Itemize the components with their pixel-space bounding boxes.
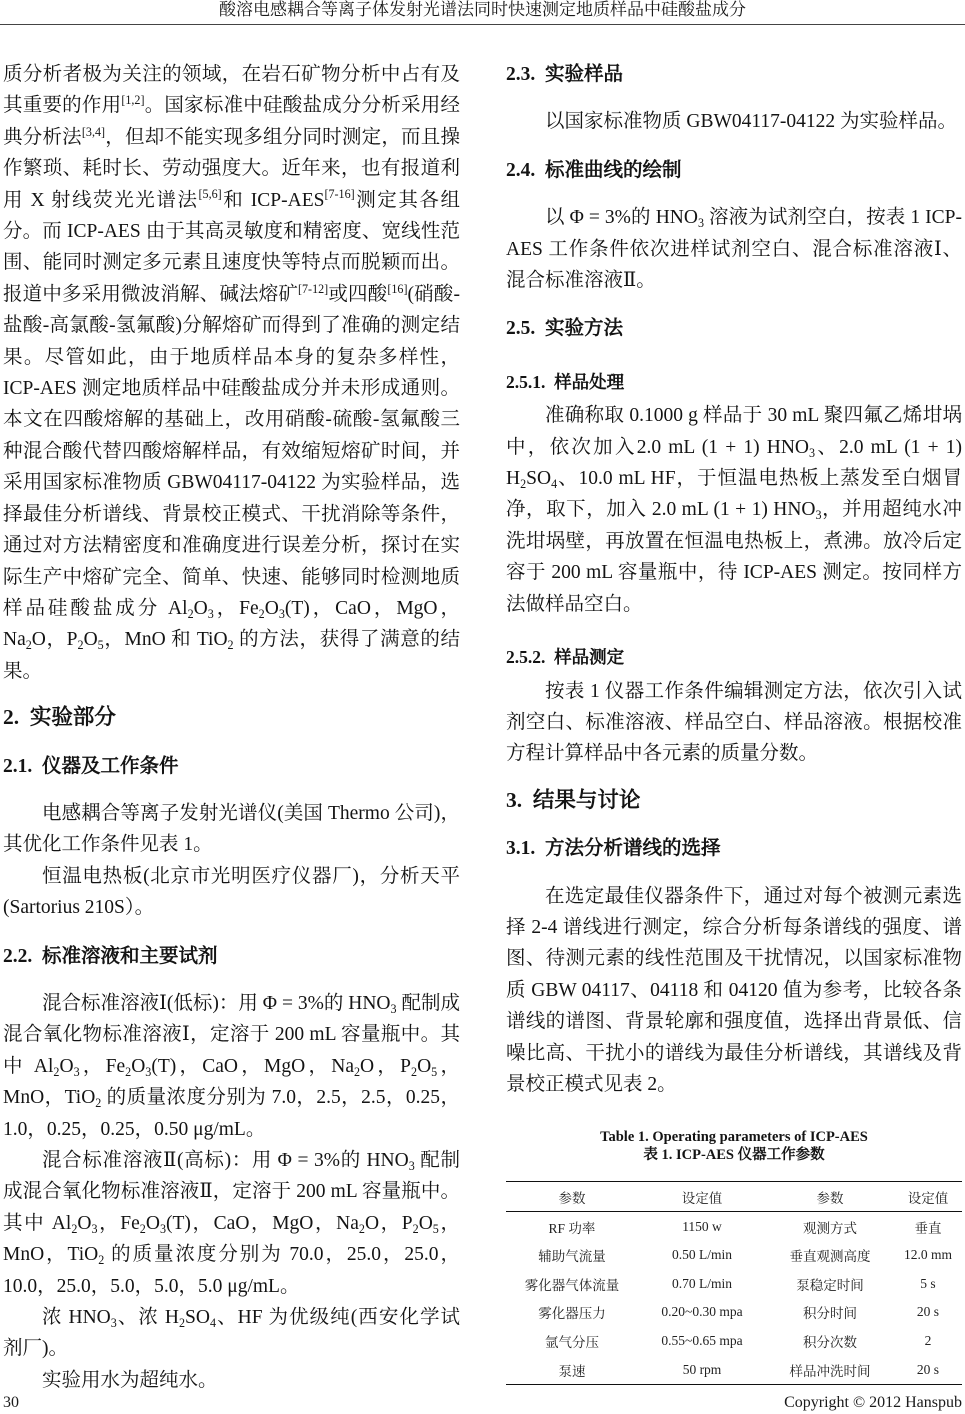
right-column [506,59,962,1385]
text-run: 电感耦合等离子发射光谱仪(美国 Thermo 公司)，其优化工作条件见表 1。 [3,802,460,856]
subscript: 3 [73,1064,80,1079]
subsection-heading [506,833,962,864]
subscript: 3 [815,508,822,523]
text-run: 混合标准溶液Ⅰ(低标)：用 Φ = 3%的 HNO [42,992,391,1014]
text-run: 实验用水为超纯水。 [42,1369,218,1391]
text-run: 浓 HNO [42,1307,111,1329]
table-cell: 雾化器压力 [538,1306,606,1322]
table-cell: 0.20~0.30 mpa [661,1304,743,1320]
subscript: 4 [209,1315,217,1330]
text-run: 、浓 H [116,1307,179,1329]
copyright-notice: Copyright © 2012 Hanspub [784,1394,962,1411]
subscript: 2 [125,1064,132,1079]
table-cell: 积分次数 [803,1335,857,1351]
subscript: 3 [207,606,214,621]
text-run: ，但却不能实现多组分同时测定，而且操作繁琐、耗时长、劳动强度大。近年来，也有报道利用 X 射线荧光光谱法 [3,126,460,211]
heading-number: 2. [3,705,20,730]
heading-title: 样品测定 [554,647,625,668]
subscript: 3 [408,1158,415,1173]
heading-number: 2.4. [506,159,536,181]
subsection-heading [506,155,962,186]
text-run: 质分析者极为关注的领域，在岩石矿物分析中占有及其重要的作用 [3,64,460,117]
table-cell: 辅助气流量 [538,1249,606,1265]
running-header: 酸溶电感耦合等离子体发射光谱法同时快速测定地质样品中硅酸盐成分 [219,0,746,19]
text-run: O，P [364,1212,413,1234]
table-cell: 2 [924,1333,932,1349]
heading-number: 3.1. [506,838,536,860]
text-run: ，Fe [213,597,259,619]
heading-title: 样品处理 [554,371,625,392]
text-run: (T)，CaO，MgO，Na [151,1055,354,1077]
text-run: SO [526,468,552,490]
table-cell: 12.0 mm [903,1247,952,1263]
table-cell: RF 功率 [548,1220,596,1236]
table-header-row [506,1182,962,1212]
subscript: 2 [98,1253,105,1268]
heading-title: 结果与讨论 [532,787,641,812]
table-cell: 积分时间 [803,1306,857,1322]
table-cell: 0.55~0.65 mpa [661,1333,743,1349]
table-header-cell: 参数 [506,1182,638,1212]
subscript: 2 [178,1315,186,1330]
paragraph [3,798,460,861]
paragraph [3,861,460,924]
subscript: 2 [411,1064,418,1079]
table-caption-zh: 表 1. ICP-AES 仪器工作参数 [643,1147,825,1164]
table-cell: 泵速 [506,1355,638,1384]
paragraph [506,400,962,620]
subsection-heading [3,941,460,972]
heading-title: 方法分析谱线的选择 [545,838,721,860]
text-run: O [264,597,279,619]
table-row [506,1241,962,1270]
subscript: 2 [227,638,234,653]
subscript: 3 [697,216,704,231]
text-run: O [418,1212,433,1234]
subscript: 2 [71,1221,78,1236]
table-row [506,1355,962,1384]
paragraph [506,881,962,1101]
subscript: 2 [25,638,32,653]
paragraph [3,1365,460,1396]
text-run: 准确称取 0.1000 g 样品于 30 mL 聚四氟乙烯坩埚中，依次加入2.0 mL (1 + 1) HNO [506,405,962,458]
text-run: 。国家标准中硅酸盐成分分析采用经典分析法 [3,95,460,148]
table-cell: 50 rpm [638,1355,766,1384]
text-run: O [131,1055,146,1077]
heading-number: 2.1. [3,755,33,777]
table-header-cell: 参数 [766,1182,894,1212]
header-rule [0,24,965,25]
text-run: 或四酸 [328,283,388,305]
text-run: 测定其各组分。而 ICP-AES 由于其高灵敏度和精密度、宽线性范围、能同时测定多元素且速度快等特点而脱颖而出。报道中多采用微波消解、碱法熔矿 [3,189,460,305]
text-run: 和 ICP-AES [221,189,325,211]
page-number: 30 [3,1394,19,1411]
table-cell: 0.50 L/min [672,1247,732,1263]
subscript: 5 [432,1221,439,1236]
text-run: O [145,1212,160,1234]
text-run: 混合标准溶液Ⅱ(高标)：用 Φ = 3%的 HNO [42,1150,409,1171]
text-run: 、2.0 mL (1 + 1) H [506,436,963,490]
subscript: 2 [77,638,84,653]
citation-superscript: [7-12] [298,281,329,296]
text-run: O，P [31,629,78,651]
text-run: ，MnO，TiO [3,1212,460,1266]
subscript: 2 [187,606,194,621]
table-cell: 垂直观测高度 [789,1249,871,1265]
table-caption-en: Table 1. Operating parameters of ICP-AES [600,1129,868,1146]
text-run: 的方法，获得了满意的结果。 [3,629,460,682]
citation-superscript: [5,6] [198,187,222,202]
subscript: 3 [159,1221,166,1236]
text-run: O [417,1055,432,1077]
text-run: O [59,1055,74,1077]
subscript: 2 [358,1221,365,1236]
table-cell: 20 s [916,1304,940,1320]
heading-title: 实验方法 [545,318,624,340]
subscript: 3 [145,1064,152,1079]
text-run: ，Fe [79,1055,126,1077]
heading-title: 实验样品 [545,64,624,85]
subscript: 3 [809,445,816,460]
text-run: (硝酸-盐酸-高氯酸-氢氟酸)分解熔矿而得到了准确的测定结果。尽管如此，由于地质样品本身的复杂多样性，ICP-AES 测定地质样品中硅酸盐成分并未形成通则。本文在四酸熔解的基础上，改用硝酸-硫酸-氢氟酸三种混合酸代替四酸熔解样品，有效缩短熔矿时间，并采用国家标准物质 GBW04117-04122 为实验样品，选择最佳分析谱线、背景校正模式、干扰消除等条件，通过对方法精密度和准确度进行误差分析，探讨在实际生产中熔矿完全、简单、快速、能够同时检测地质样品硅酸盐成分 Al [3,283,460,619]
subscript: 2 [258,606,265,621]
text-run: O [83,629,98,651]
subscript: 2 [412,1221,419,1236]
paragraph [3,1145,460,1302]
subscript: 2 [354,1064,361,1079]
text-run: 按表 1 仪器工作条件编辑测定方法，依次引入试剂空白、标准溶液、样品空白、样品溶液。根据校准方程计算样品中各元素的质量分数。 [506,680,962,765]
subsection-heading [506,59,962,90]
paragraph [3,1302,460,1365]
text-run: 配制成混合氧化物标准溶液Ⅰ，定溶于 200 mL 容量瓶中。其中 Al [3,992,460,1077]
citation-superscript: [7-16] [324,187,355,202]
table-header-cell: 设定值 [894,1182,962,1212]
heading-title: 仪器及工作条件 [42,755,179,777]
text-run: 的质量浓度分别为 70.0，25.0，25.0，10.0，25.0，5.0，5.0，5.0 μg/mL。 [3,1244,460,1297]
text-run: 在选定最佳仪器条件下，通过对每个被测元素选择 2-4 谱线进行测定，综合分析每条谱线的强度、谱图、待测元素的线性范围及干扰情况，以国家标准物质 GBW 04117、04118 和 04120 值为参考，比较各条谱线的谱图、背景轮廓和强度值，选择出背景低、信噪比高、干扰小的谱线为最佳分析谱线，其谱线及背景校正模式见表 2。 [506,885,962,1095]
text-run: 的质量浓度分别为 7.0，2.5，2.5，0.25，1.0，0.25，0.25，0.50 μg/mL。 [3,1087,460,1140]
subscript: 5 [431,1064,438,1079]
text-run: 、10.0 mL HF，于恒温电热板上蒸发至白烟冒净，取下，加入 2.0 mL (1 + 1) HNO [506,468,962,521]
section-heading [3,702,460,733]
heading-title: 标准溶液和主要试剂 [42,945,218,967]
text-run: ，并用超纯水冲洗坩埚壁，再放置在恒温电热板上，煮沸。放冷后定容于 200 mL 容量瓶中，待 ICP-AES 测定。按同样方法做样品空白。 [506,499,962,615]
subsubsection-heading [506,642,962,673]
text-run: (T)，CaO，MgO，Na [165,1212,359,1234]
heading-title: 实验部分 [29,705,116,730]
paragraph [3,59,460,687]
table-cell: 样品冲洗时间 [766,1355,894,1384]
table-cell: 0.70 L/min [672,1275,732,1291]
subsubsection-heading [506,367,962,398]
text-run: 溶液为试剂空白，按表 1 ICP-AES 工作条件依次进样试剂空白、混合标准溶液Ⅰ、混合标准溶液Ⅱ。 [506,207,962,292]
paragraph [506,676,962,770]
subscript: 2 [520,476,527,491]
text-run: 以 Φ = 3%的 HNO [545,207,698,229]
subsection-heading [506,313,962,344]
heading-number: 2.2. [3,945,33,967]
subscript: 5 [97,638,104,653]
table-cell: 雾化器气体流量 [524,1277,620,1293]
table-row [506,1212,962,1241]
table-row [506,1298,962,1327]
table-cell: 1150 w [682,1218,722,1234]
table-cell: 泵稳定时间 [796,1277,864,1293]
table-1 [506,1128,962,1385]
text-run: O，P [360,1055,412,1077]
text-run: 恒温电热板(北京市光明医疗仪器厂)，分析天平(Sartorius 210S）。 [3,865,460,919]
heading-number: 2.5.1. [506,371,546,392]
citation-superscript: [16] [387,281,408,296]
text-run: (T)，CaO，MgO，Na [3,597,460,651]
parameters-table [506,1181,962,1385]
table-cell: 垂直 [914,1220,942,1236]
heading-number: 2.5. [506,318,536,340]
subscript: 4 [551,476,558,491]
citation-superscript: [1,2] [121,93,145,108]
table-cell: 20 s [894,1355,962,1384]
subscript: 3 [110,1315,117,1330]
citation-superscript: [3,4] [81,124,106,139]
table-row [506,1270,962,1299]
subscript: 2 [95,1096,102,1111]
paragraph [506,202,962,296]
subscript: 3 [91,1221,98,1236]
heading-number: 2.5.2. [506,647,546,668]
heading-number: 2.3. [506,64,536,85]
subsection-heading [3,751,460,782]
table-cell: 观测方式 [803,1220,857,1236]
text-run: 配制成混合氧化物标准溶液Ⅱ，定溶于 200 mL 容量瓶中。其中 Al [3,1150,460,1234]
text-run: ，MnO 和 TiO [103,629,228,651]
text-run: O [77,1212,92,1234]
section-heading [506,785,962,816]
subscript: 2 [53,1064,60,1079]
text-run: ，MnO，TiO [3,1055,460,1109]
table-cell: 5 s [920,1275,936,1291]
table-cell: 氩气分压 [545,1335,599,1351]
text-run: 、HF 为优级纯(西安化学试剂厂)。 [3,1307,460,1360]
heading-title: 标准曲线的绘制 [545,159,682,181]
table-header-cell: 设定值 [638,1182,766,1212]
subscript: 3 [278,606,285,621]
text-run: ，Fe [97,1212,140,1234]
text-run: O [193,597,208,619]
subscript: 3 [390,1001,397,1016]
heading-number: 3. [506,787,523,812]
paragraph [506,106,962,137]
left-column [3,59,460,1396]
text-run: SO [185,1307,210,1329]
subscript: 2 [139,1221,146,1236]
text-run: 以国家标准物质 GBW04117-04122 为实验样品。 [545,111,958,133]
paragraph [3,988,460,1145]
table-row [506,1327,962,1356]
page-footer [3,1393,962,1413]
